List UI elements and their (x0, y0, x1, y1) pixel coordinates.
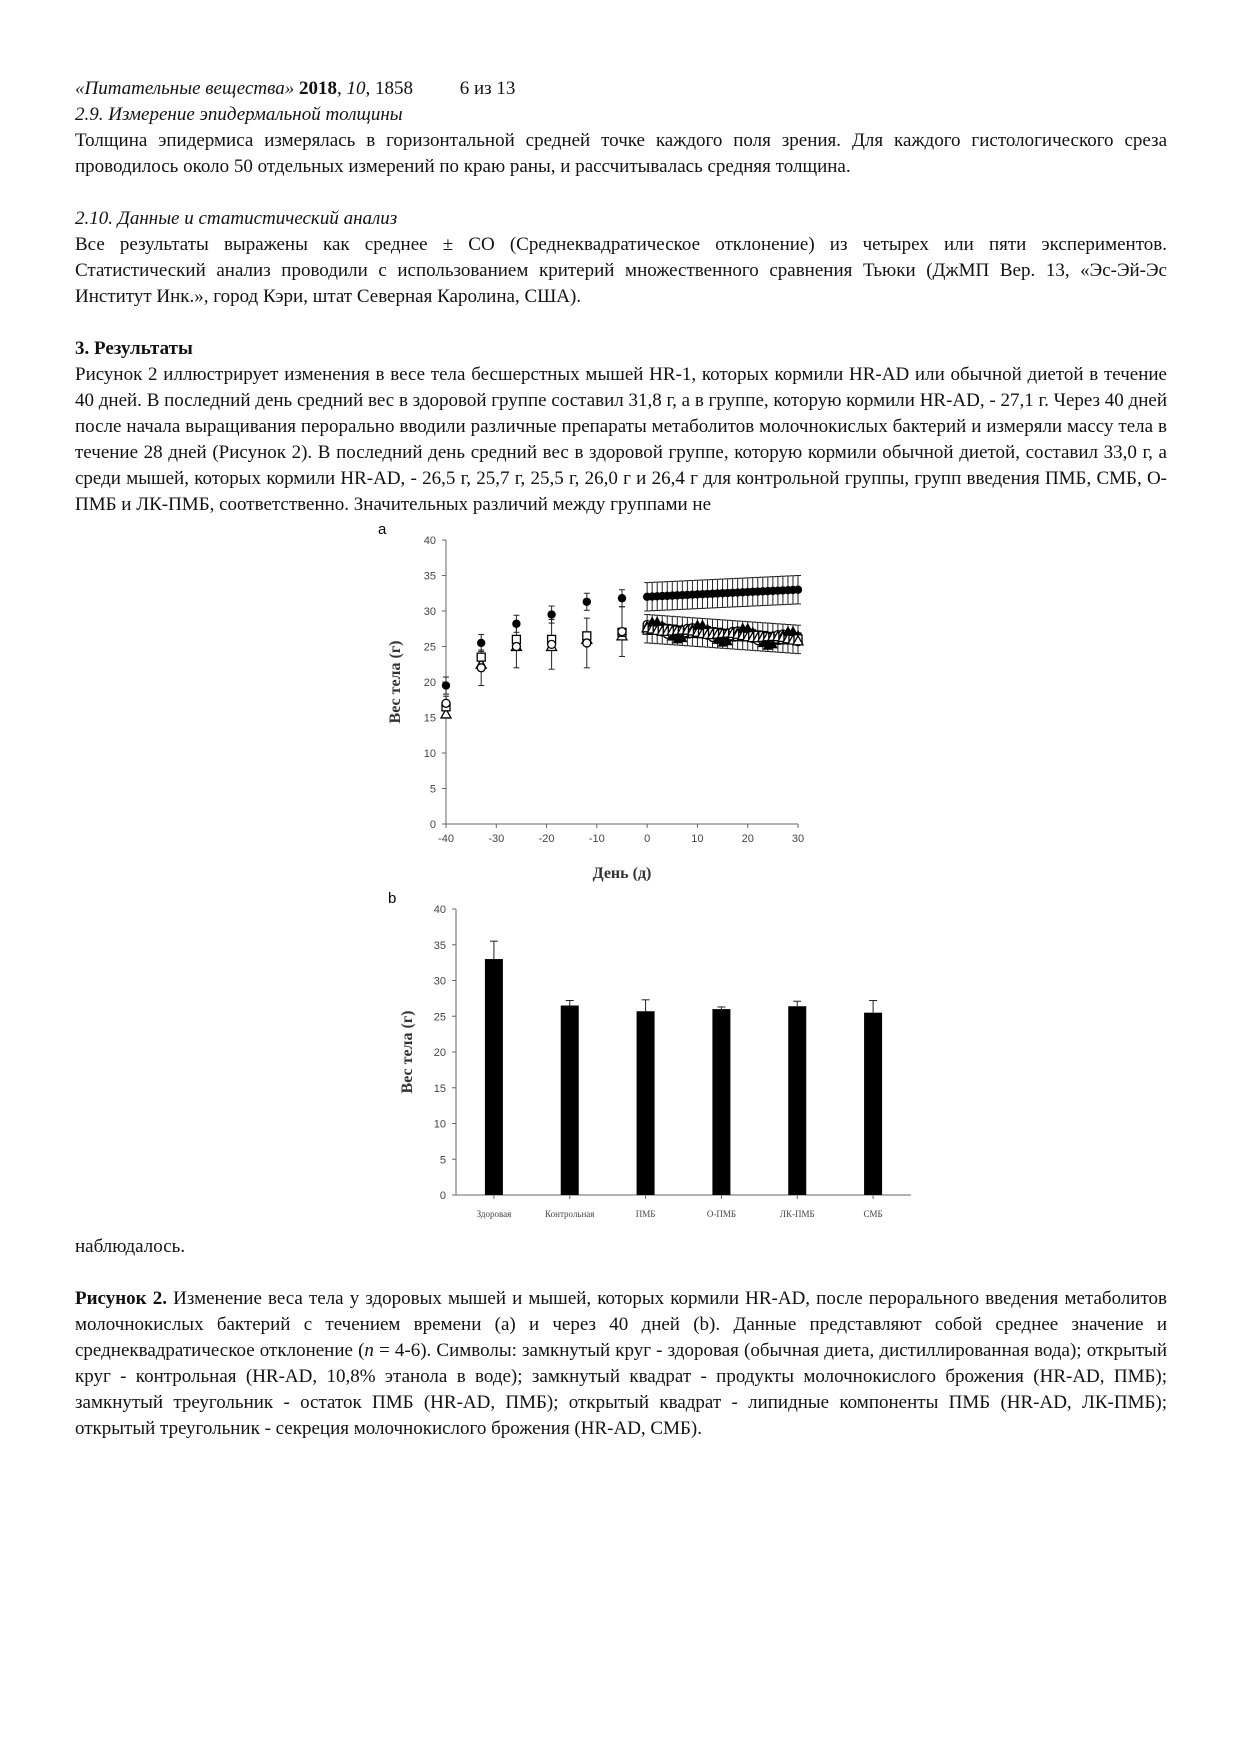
y-tick-label-a: 35 (423, 570, 436, 583)
point-healthy (477, 639, 485, 647)
point-control (583, 639, 591, 647)
bar-1 (485, 959, 503, 1195)
section-3-text: Рисунок 2 иллюстрирует изменения в весе тела бесшерстных мышей HR-1, которых кормили HR-AD или обычной диетой в течение 40 дней. В последний день средний вес в здоровой группе составил 31,8 г, а в группе, которую кормили HR-AD, - 27,1 г. Через 40 дней после начала выращивания перорально вводили различные препараты метаболитов молочнокислых бактерий и измеряли массу тела в течение 28 дней (Рисунок 2). В последний день средний вес в здоровой группе, которую кормили обычной диетой, составил 33,0 г, а среди мышей, которых кормили HR-AD, - 26,5 г, 25,7 г, 25,5 г, 26,0 г и 26,4 г для контрольной группы, групп введения ПМБ, СМБ, О-ПМБ и ЛК-ПМБ, соответственно. Значительных различий между группами не (75, 364, 1167, 515)
bar-2 (561, 1006, 579, 1195)
x-tick-label-a: -10 (588, 833, 605, 845)
y-tick-label-b: 0 (439, 1190, 446, 1202)
panel-label-b: b (388, 891, 397, 907)
journal-year: 2018 (298, 78, 337, 99)
category-label-6: СМБ (863, 1209, 883, 1219)
point-healthy (583, 598, 591, 606)
y-axis-label-b: Вес тела (г) (399, 1010, 416, 1094)
running-header: «Питательные вещества» 2018, 10, 1858 6 из 13 (75, 78, 516, 99)
figure-2 (75, 518, 1167, 1234)
y-tick-label-b: 5 (439, 1154, 446, 1167)
y-tick-label-a: 10 (423, 748, 436, 760)
x-tick-label-a: 20 (741, 833, 754, 845)
point-control (548, 640, 556, 648)
journal-volume: 10 (346, 78, 366, 99)
page-number: 6 из 13 (459, 78, 516, 99)
bar-5 (788, 1006, 806, 1195)
chart-a (378, 518, 898, 883)
point-healthy (547, 610, 555, 618)
y-axis-label-a: Вес тела (г) (387, 640, 404, 724)
point-control (618, 628, 626, 636)
x-tick-label-a: -20 (538, 833, 555, 845)
journal-pages: 1858 (374, 78, 413, 99)
y-tick-label-b: 40 (433, 904, 446, 916)
x-tick-label-a: 0 (644, 833, 651, 845)
caption-label: Рисунок 2. (75, 1288, 167, 1309)
x-tick-label-a: 30 (791, 833, 805, 845)
x-axis-label-a: День (д) (592, 865, 652, 882)
y-tick-label-b: 35 (433, 939, 446, 952)
category-label-3: ПМБ (635, 1209, 656, 1219)
point-healthy (442, 681, 450, 689)
point-control (512, 643, 520, 651)
y-tick-label-b: 10 (433, 1118, 446, 1131)
page (75, 76, 1167, 1442)
y-tick-label-a: 25 (423, 641, 436, 654)
point-healthy (618, 594, 626, 602)
point-healthy (512, 620, 520, 628)
section-2-9-text: Толщина эпидермиса измерялась в горизонтальной средней точке каждого поля зрения. Для каждого гистологического среза проводилось около 50 отдельных измерений по краю раны, и рассчитывалась средняя толщина. (75, 130, 1167, 177)
x-tick-label-a: 10 (691, 833, 704, 845)
bar-4 (712, 1009, 730, 1195)
bar-3 (637, 1011, 655, 1195)
figure-caption (75, 1286, 1167, 1442)
caption-n: n (364, 1340, 374, 1361)
caption-text-1: Изменение веса тела у здоровых мышей и мышей, которых кормили HR-AD, после перорального введения метаболитов молочнокислых бактерий с течением времени (a) и через 40 дней (b). Данные представляют собой среднее значение и среднеквадратическое отклонение ( (75, 1288, 1168, 1361)
section-3-title: 3. Результаты (75, 338, 193, 359)
point-control (477, 664, 485, 672)
chart-b (388, 891, 928, 1231)
y-tick-label-a: 30 (423, 606, 436, 618)
point-square-open (477, 653, 485, 661)
category-label-4: О-ПМБ (706, 1209, 737, 1219)
y-tick-label-b: 25 (433, 1011, 446, 1024)
y-tick-label-a: 0 (429, 819, 436, 831)
y-tick-label-a: 40 (423, 535, 436, 547)
y-tick-label-a: 5 (429, 783, 436, 796)
caption-text-2: = 4-6). Символы: замкнутый круг - здоровая (обычная диета, дистиллированная вода); открытый круг - контрольная (HR-AD, 10,8% этанола в воде); замкнутый квадрат - продукты молочнокислого брожения (HR-AD, ПМБ); замкнутый треугольник - остаток ПМБ (HR-AD, ПМБ); открытый квадрат - липидные компоненты ПМБ (HR-AD, ЛК-ПМБ); открытый треугольник - секреция молочнокислого брожения (HR-AD, СМБ). (75, 1340, 1167, 1439)
y-tick-label-a: 15 (423, 712, 436, 725)
section-3-tail: наблюдалось. (75, 1236, 186, 1257)
journal-name: «Питательные вещества» (75, 78, 295, 99)
panel-label-a: a (378, 521, 387, 538)
point-healthy (794, 586, 802, 594)
y-tick-label-b: 15 (433, 1082, 446, 1095)
section-2-9-title: 2.9. Измерение эпидермальной толщины (75, 104, 403, 125)
category-label-5: ЛК-ПМБ (779, 1209, 815, 1219)
x-tick-label-a: -40 (438, 833, 454, 845)
x-tick-label-a: -30 (488, 833, 505, 845)
section-2-10-title: 2.10. Данные и статистический анализ (75, 208, 398, 229)
bar-6 (864, 1013, 882, 1195)
section-2-10-text: Все результаты выражены как среднее ± СО (Среднеквадратическое отклонение) из четырех или пяти экспериментов. Статистический анализ проводили с использованием критерий множественного сравнения Тьюки (ДжМП Вер. 13, «Эс-Эй-Эс Институт Инк.», город Кэри, штат Северная Каролина, США). (75, 234, 1167, 307)
point-control (442, 699, 450, 707)
y-tick-label-a: 20 (423, 677, 436, 689)
y-tick-label-b: 30 (433, 975, 446, 988)
category-label-1: Здоровая (476, 1209, 512, 1219)
category-label-2: Контрольная (545, 1209, 595, 1219)
y-tick-label-b: 20 (433, 1047, 446, 1059)
